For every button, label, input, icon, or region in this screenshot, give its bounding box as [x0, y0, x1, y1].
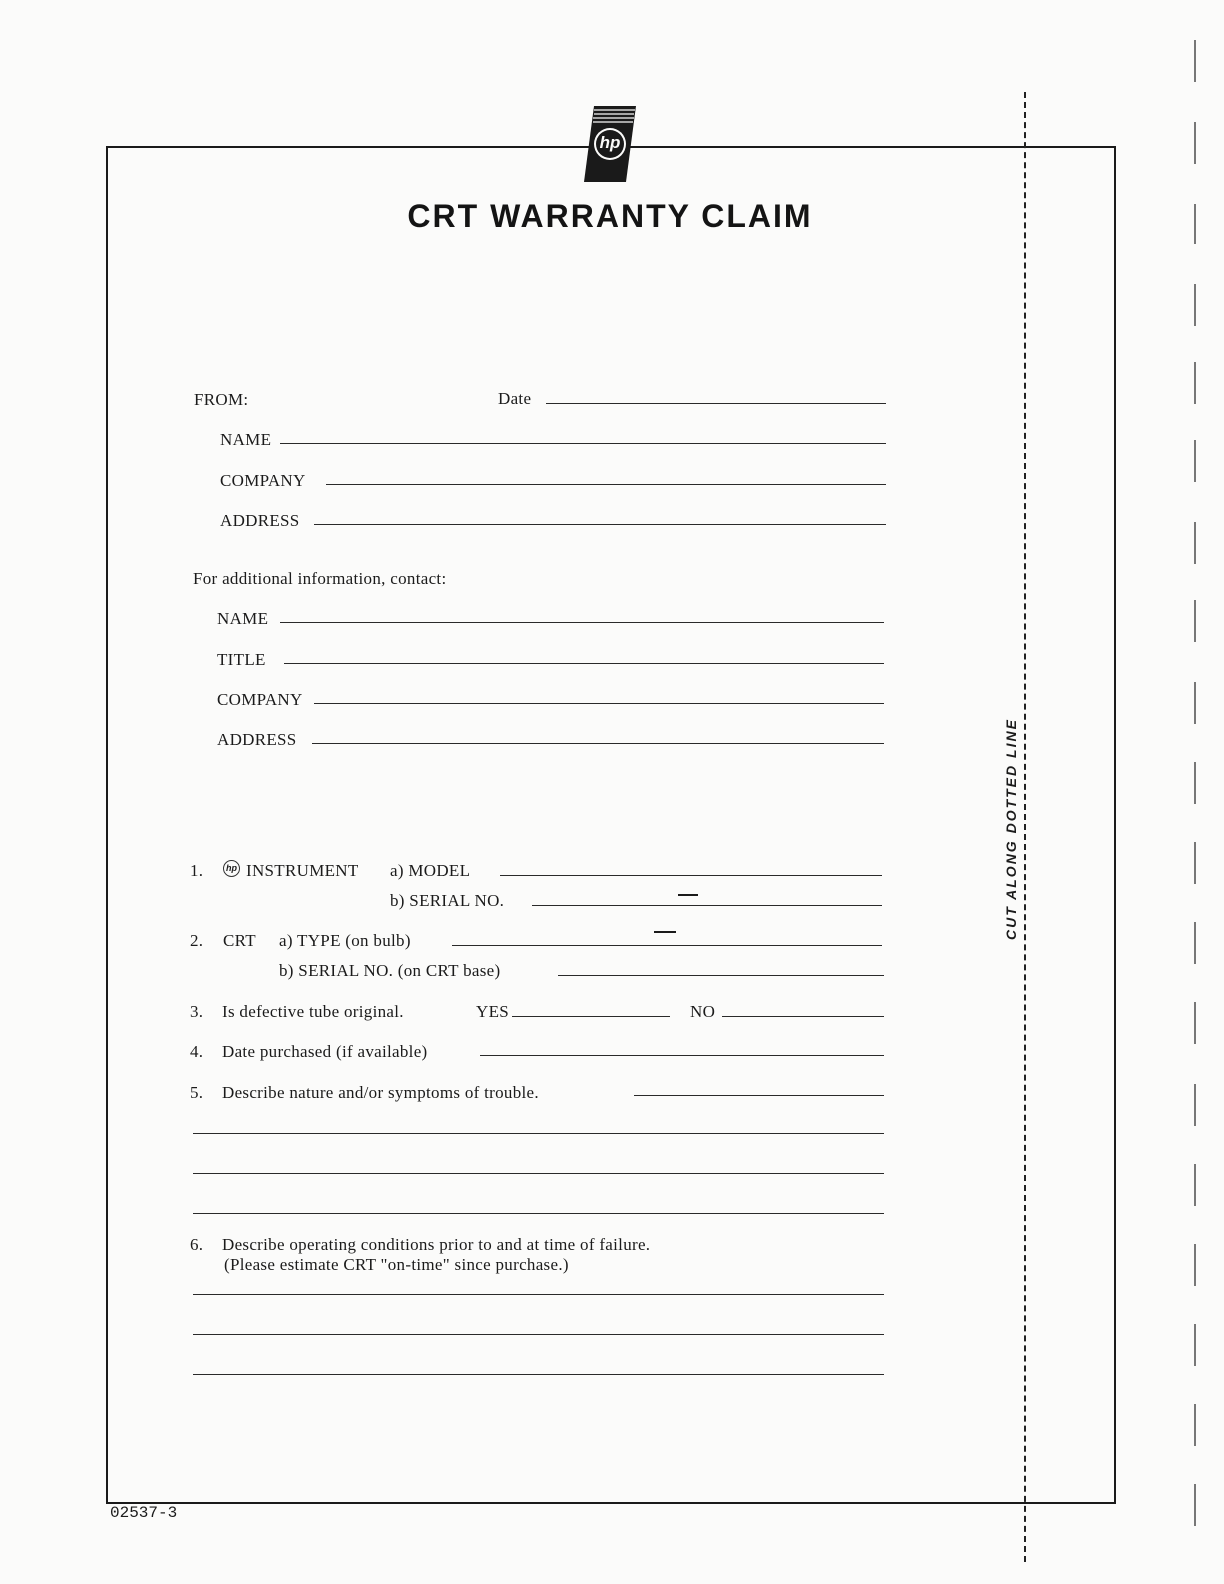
- frame-bottom-border: [106, 1502, 1116, 1504]
- q1b-label: b) SERIAL NO.: [390, 891, 505, 910]
- serial-dash-mark: [678, 894, 698, 896]
- hp-logo-text: hp: [599, 133, 621, 152]
- q2b-label: b) SERIAL NO. (on CRT base): [279, 961, 501, 980]
- contact-name-field[interactable]: [280, 622, 884, 623]
- model-field[interactable]: [500, 875, 882, 876]
- from-address-field[interactable]: [314, 524, 886, 525]
- date-field[interactable]: [546, 403, 886, 404]
- binding-edge-mark: [1194, 522, 1196, 564]
- contact-title-field[interactable]: [284, 663, 884, 664]
- q4-label: Date purchased (if available): [222, 1042, 428, 1061]
- q3-yes-label: YES: [476, 1002, 510, 1021]
- binding-edge-mark: [1194, 40, 1196, 82]
- from-name-field[interactable]: [280, 443, 886, 444]
- hp-logo: [584, 104, 636, 184]
- instrument-serial-field[interactable]: [532, 905, 882, 906]
- frame-right-border: [1114, 146, 1116, 1504]
- binding-edge-mark: [1194, 204, 1196, 244]
- contact-heading: For additional information, contact:: [193, 569, 447, 588]
- q2-label: CRT: [223, 931, 256, 950]
- binding-edge-mark: [1194, 1084, 1196, 1126]
- from-company-label: COMPANY: [220, 471, 306, 490]
- q4-number: 4.: [190, 1042, 204, 1061]
- contact-address-label: ADDRESS: [217, 730, 297, 749]
- binding-edge-mark: [1194, 440, 1196, 482]
- binding-edge-mark: [1194, 922, 1196, 964]
- binding-edge-mark: [1194, 362, 1196, 404]
- date-purchased-field[interactable]: [480, 1055, 884, 1056]
- trouble-field-line-4[interactable]: [193, 1213, 884, 1214]
- cut-dotted-line: [1024, 92, 1026, 1562]
- frame-left-border: [106, 146, 108, 1504]
- q2-number: 2.: [190, 931, 204, 950]
- binding-edge-mark: [1194, 1324, 1196, 1366]
- date-label: Date: [498, 389, 532, 408]
- binding-edge-mark: [1194, 1484, 1196, 1526]
- binding-edge-mark: [1194, 1164, 1196, 1206]
- type-dash-mark: [654, 931, 676, 933]
- q1a-label: a) MODEL: [390, 861, 471, 880]
- contact-title-label: TITLE: [217, 650, 266, 669]
- hp-logo-inline-icon: hp: [223, 860, 240, 877]
- q1-number: 1.: [190, 861, 204, 880]
- contact-name-label: NAME: [217, 609, 269, 628]
- page-title: CRT WARRANTY CLAIM: [407, 198, 813, 234]
- crt-serial-field[interactable]: [558, 975, 884, 976]
- binding-edge-mark: [1194, 682, 1196, 724]
- binding-edge-mark: [1194, 1404, 1196, 1446]
- contact-company-label: COMPANY: [217, 690, 303, 709]
- conditions-field-line-2[interactable]: [193, 1334, 884, 1335]
- binding-edge-mark: [1194, 842, 1196, 884]
- binding-edge-mark: [1194, 1002, 1196, 1044]
- q3-no-label: NO: [690, 1002, 716, 1021]
- q2a-label: a) TYPE (on bulb): [279, 931, 411, 950]
- binding-edge-mark: [1194, 284, 1196, 326]
- trouble-field-line-1[interactable]: [634, 1095, 884, 1096]
- q3-number: 3.: [190, 1002, 204, 1021]
- trouble-field-line-3[interactable]: [193, 1173, 884, 1174]
- conditions-field-line-3[interactable]: [193, 1374, 884, 1375]
- q3-label: Is defective tube original.: [222, 1002, 404, 1021]
- contact-company-field[interactable]: [314, 703, 884, 704]
- from-address-label: ADDRESS: [220, 511, 300, 530]
- q6-label-line-1: Describe operating conditions prior to and at time of failure.: [222, 1235, 651, 1254]
- binding-edge-mark: [1194, 122, 1196, 164]
- conditions-field-line-1[interactable]: [193, 1294, 884, 1295]
- q6-label-line-2: (Please estimate CRT "on-time" since purchase.): [224, 1255, 569, 1274]
- q1-label: INSTRUMENT: [246, 861, 359, 880]
- crt-type-field[interactable]: [452, 945, 882, 946]
- q5-label: Describe nature and/or symptoms of trouble.: [222, 1083, 539, 1102]
- binding-edge-mark: [1194, 1244, 1196, 1286]
- cut-along-dotted-line-note: CUT ALONG DOTTED LINE: [1003, 718, 1019, 940]
- binding-edge-mark: [1194, 600, 1196, 642]
- from-company-field[interactable]: [326, 484, 886, 485]
- trouble-field-line-2[interactable]: [193, 1133, 884, 1134]
- binding-edge-mark: [1194, 762, 1196, 804]
- q6-number: 6.: [190, 1235, 204, 1254]
- from-name-label: NAME: [220, 430, 272, 449]
- no-field[interactable]: [722, 1016, 884, 1017]
- contact-address-field[interactable]: [312, 743, 884, 744]
- form-number: 02537-3: [110, 1504, 178, 1522]
- from-label: FROM:: [194, 390, 249, 409]
- yes-field[interactable]: [512, 1016, 670, 1017]
- q5-number: 5.: [190, 1083, 204, 1102]
